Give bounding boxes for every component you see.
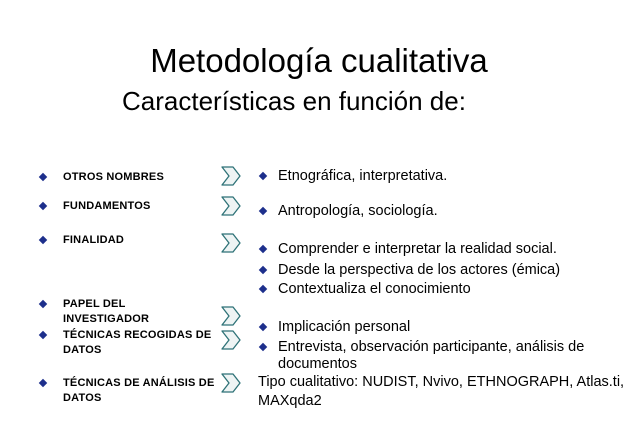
chevron-arrow-icon bbox=[221, 373, 241, 393]
diamond-bullet-icon bbox=[259, 172, 267, 180]
left-item-fundamentos: FUNDAMENTOS bbox=[40, 199, 220, 214]
chevron-arrow-icon bbox=[221, 166, 241, 186]
right-item-finalidad-2: Desde la perspectiva de los actores (émica) bbox=[260, 262, 630, 279]
diamond-bullet-icon bbox=[39, 202, 47, 210]
chevron-arrow-icon bbox=[221, 306, 241, 326]
right-item-fundamentos: Antropología, sociología. bbox=[260, 203, 630, 220]
diamond-bullet-icon bbox=[259, 266, 267, 274]
analysis-techniques-text: Tipo cualitativo: NUDIST, Nvivo, ETHNOGRAPH, Atlas.ti, MAXqda2 bbox=[258, 374, 625, 409]
right-item-tecnicas-recogidas: Entrevista, observación participante, análisis de documentos bbox=[260, 339, 610, 373]
right-item-otros-nombres: Etnográfica, interpretativa. bbox=[260, 168, 630, 185]
left-item-tecnicas-analisis: TÉCNICAS DE ANÁLISIS DE DATOS bbox=[40, 376, 220, 406]
diamond-bullet-icon bbox=[39, 300, 47, 308]
diamond-bullet-icon bbox=[39, 236, 47, 244]
right-item-papel-investigador: Implicación personal bbox=[260, 319, 630, 336]
diamond-bullet-icon bbox=[259, 285, 267, 293]
diamond-bullet-icon bbox=[39, 331, 47, 339]
diamond-bullet-icon bbox=[259, 343, 267, 351]
right-item-finalidad-1: Comprender e interpretar la realidad social. bbox=[260, 241, 630, 258]
left-item-tecnicas-recogidas: TÉCNICAS RECOGIDAS DE DATOS bbox=[40, 328, 216, 358]
diamond-bullet-icon bbox=[39, 173, 47, 181]
slide-subtitle: Características en función de: bbox=[122, 86, 466, 116]
diamond-bullet-icon bbox=[259, 207, 267, 215]
diamond-bullet-icon bbox=[259, 323, 267, 331]
slide-title: Metodología cualitativa bbox=[150, 42, 488, 79]
diamond-bullet-icon bbox=[259, 245, 267, 253]
chevron-arrow-icon bbox=[221, 196, 241, 216]
left-item-finalidad: FINALIDAD bbox=[40, 233, 220, 248]
diamond-bullet-icon bbox=[39, 379, 47, 387]
right-item-finalidad-3: Contextualiza el conocimiento bbox=[260, 281, 630, 298]
left-item-papel-investigador: PAPEL DEL INVESTIGADOR bbox=[40, 297, 155, 327]
chevron-arrow-icon bbox=[221, 330, 241, 350]
left-item-otros-nombres: OTROS NOMBRES bbox=[40, 170, 220, 185]
chevron-arrow-icon bbox=[221, 233, 241, 253]
